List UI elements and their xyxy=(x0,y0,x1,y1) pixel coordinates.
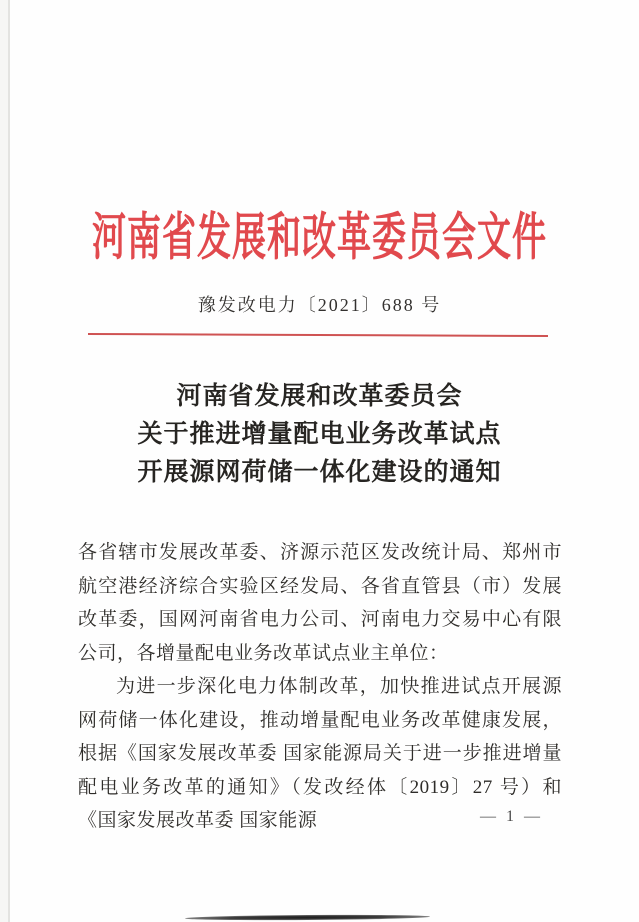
document-body xyxy=(78,536,562,838)
scan-edge-bottom xyxy=(185,914,430,921)
agency-letterhead-title: 河南省发展和改革委员会文件 xyxy=(92,211,547,267)
document-number: 豫发改电力〔2021〕688 号 xyxy=(197,295,442,315)
red-divider-line xyxy=(88,333,548,337)
body-paragraph-2: 为进一步深化电力体制改革，加快推进试点开展源网荷储一体化建设，推动增量配电业务改革健康发展，根据《国家发展改革委 国家能源局关于进一步推进增量配电业务改革的通知》（发改经体〔2019〕27 号）和《国家发展改革委 国家能源 xyxy=(78,676,562,831)
page-number: — 1 — xyxy=(480,808,543,825)
document-title xyxy=(0,378,639,492)
document-title-line3: 开展源网荷储一体化建设的通知 xyxy=(137,459,502,486)
document-title-line2: 关于推进增量配电业务改革试点 xyxy=(137,421,502,448)
body-paragraph-1: 各省辖市发展改革委、济源示范区发改统计局、郑州市航空港经济综合实验区经发局、各省直管县（市）发展改革委，国网河南省电力公司、河南电力交易中心有限公司，各增量配电业务改革试点业主单位： xyxy=(78,542,562,664)
document-title-line1: 河南省发展和改革委员会 xyxy=(176,383,463,410)
